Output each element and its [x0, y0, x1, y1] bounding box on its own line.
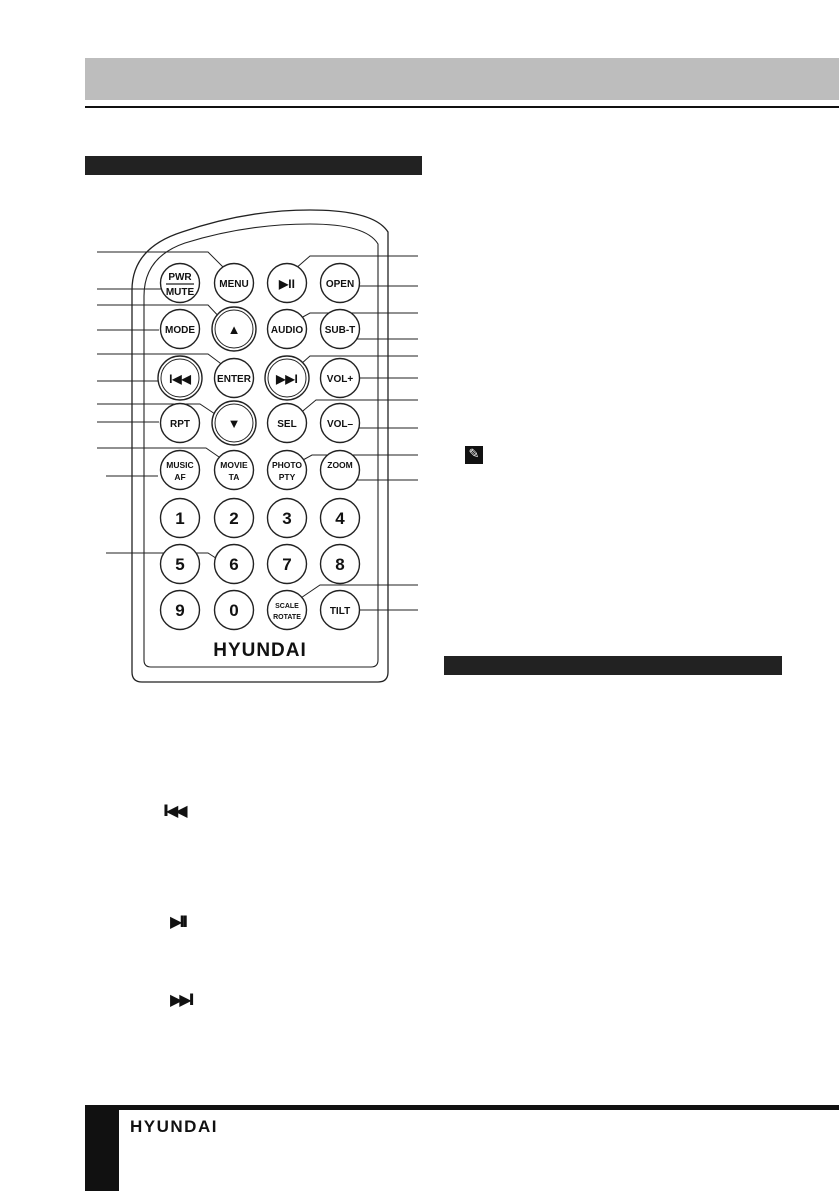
remote-brand-logo: HYUNDAI — [213, 640, 307, 661]
svg-text:0: 0 — [229, 601, 239, 620]
scale-rotate-button[interactable] — [268, 591, 307, 630]
svg-text:PHOTO: PHOTO — [271, 460, 303, 470]
enter-button[interactable] — [215, 359, 254, 398]
menu-button[interactable] — [215, 264, 254, 303]
footer-rule — [85, 1105, 839, 1110]
svg-text:ENTER: ENTER — [217, 374, 251, 385]
svg-text:RPT: RPT — [170, 419, 190, 430]
svg-text:VOL+: VOL+ — [326, 374, 354, 385]
svg-text:MUTE: MUTE — [165, 287, 195, 298]
svg-text:PTY: PTY — [278, 472, 296, 482]
svg-text:OPEN: OPEN — [325, 279, 355, 290]
prev-track-icon: I◀◀ — [163, 801, 185, 820]
svg-text:ZOOM: ZOOM — [327, 460, 353, 470]
svg-text:MODE: MODE — [165, 325, 195, 336]
svg-text:▲: ▲ — [227, 322, 241, 337]
svg-text:SEL: SEL — [277, 419, 297, 430]
footer-brand-logo: HYUNDAI — [130, 1117, 218, 1136]
digit-0-button[interactable] — [215, 591, 254, 630]
digit-1-button[interactable] — [161, 499, 200, 538]
digit-3-button[interactable] — [268, 499, 307, 538]
prev-button[interactable] — [158, 356, 202, 400]
svg-text:▶▶I: ▶▶I — [276, 372, 298, 386]
vol-up-button[interactable] — [321, 359, 360, 398]
svg-text:8: 8 — [335, 555, 345, 574]
svg-text:SCALE: SCALE — [275, 603, 299, 610]
digit-7-button[interactable] — [268, 545, 307, 584]
svg-text:4: 4 — [335, 509, 345, 528]
svg-text:ROTATE: ROTATE — [273, 614, 301, 621]
up-arrow-button[interactable] — [212, 307, 256, 351]
next-button[interactable] — [265, 356, 309, 400]
svg-text:2: 2 — [229, 509, 239, 528]
pwr-mute-button[interactable] — [161, 264, 200, 303]
svg-text:MOVIE: MOVIE — [220, 460, 248, 470]
open-button[interactable] — [321, 264, 360, 303]
play-pause-button[interactable] — [268, 264, 307, 303]
svg-text:7: 7 — [282, 555, 292, 574]
svg-text:1: 1 — [175, 509, 185, 528]
svg-text:3: 3 — [282, 509, 292, 528]
svg-text:VOL–: VOL– — [326, 419, 354, 430]
digit-4-button[interactable] — [321, 499, 360, 538]
sub-t-button[interactable] — [321, 310, 360, 349]
svg-text:MENU: MENU — [219, 279, 249, 290]
svg-text:▶II: ▶II — [279, 277, 295, 291]
digit-9-button[interactable] — [161, 591, 200, 630]
digit-8-button[interactable] — [321, 545, 360, 584]
photo-pty-button[interactable] — [268, 451, 307, 490]
svg-text:TA: TA — [228, 472, 240, 482]
rpt-button[interactable] — [161, 404, 200, 443]
zoom-button[interactable] — [321, 451, 360, 490]
svg-text:I◀◀: I◀◀ — [169, 372, 191, 386]
svg-text:MUSIC: MUSIC — [166, 460, 194, 470]
svg-text:5: 5 — [175, 555, 185, 574]
svg-text:9: 9 — [175, 601, 185, 620]
vol-down-button[interactable] — [321, 404, 360, 443]
note-pen-icon: ✎ — [465, 446, 483, 464]
movie-ta-button[interactable] — [215, 451, 254, 490]
svg-text:SUB-T: SUB-T — [324, 325, 356, 336]
svg-text:PWR: PWR — [168, 272, 192, 283]
svg-text:▼: ▼ — [227, 416, 241, 431]
tilt-button[interactable] — [321, 591, 360, 630]
mode-button[interactable] — [161, 310, 200, 349]
sel-button[interactable] — [268, 404, 307, 443]
digit-2-button[interactable] — [215, 499, 254, 538]
svg-text:6: 6 — [229, 555, 239, 574]
next-track-icon: ▶▶I — [170, 990, 192, 1009]
digit-6-button[interactable] — [215, 545, 254, 584]
down-arrow-button[interactable] — [212, 401, 256, 445]
digit-5-button[interactable] — [161, 545, 200, 584]
music-af-button[interactable] — [161, 451, 200, 490]
svg-text:AUDIO: AUDIO — [270, 325, 304, 336]
svg-text:AF: AF — [174, 472, 186, 482]
play-pause-icon: ▶II — [170, 912, 186, 931]
footer-page-tab — [85, 1105, 119, 1191]
svg-text:TILT: TILT — [329, 606, 351, 617]
audio-button[interactable] — [268, 310, 307, 349]
